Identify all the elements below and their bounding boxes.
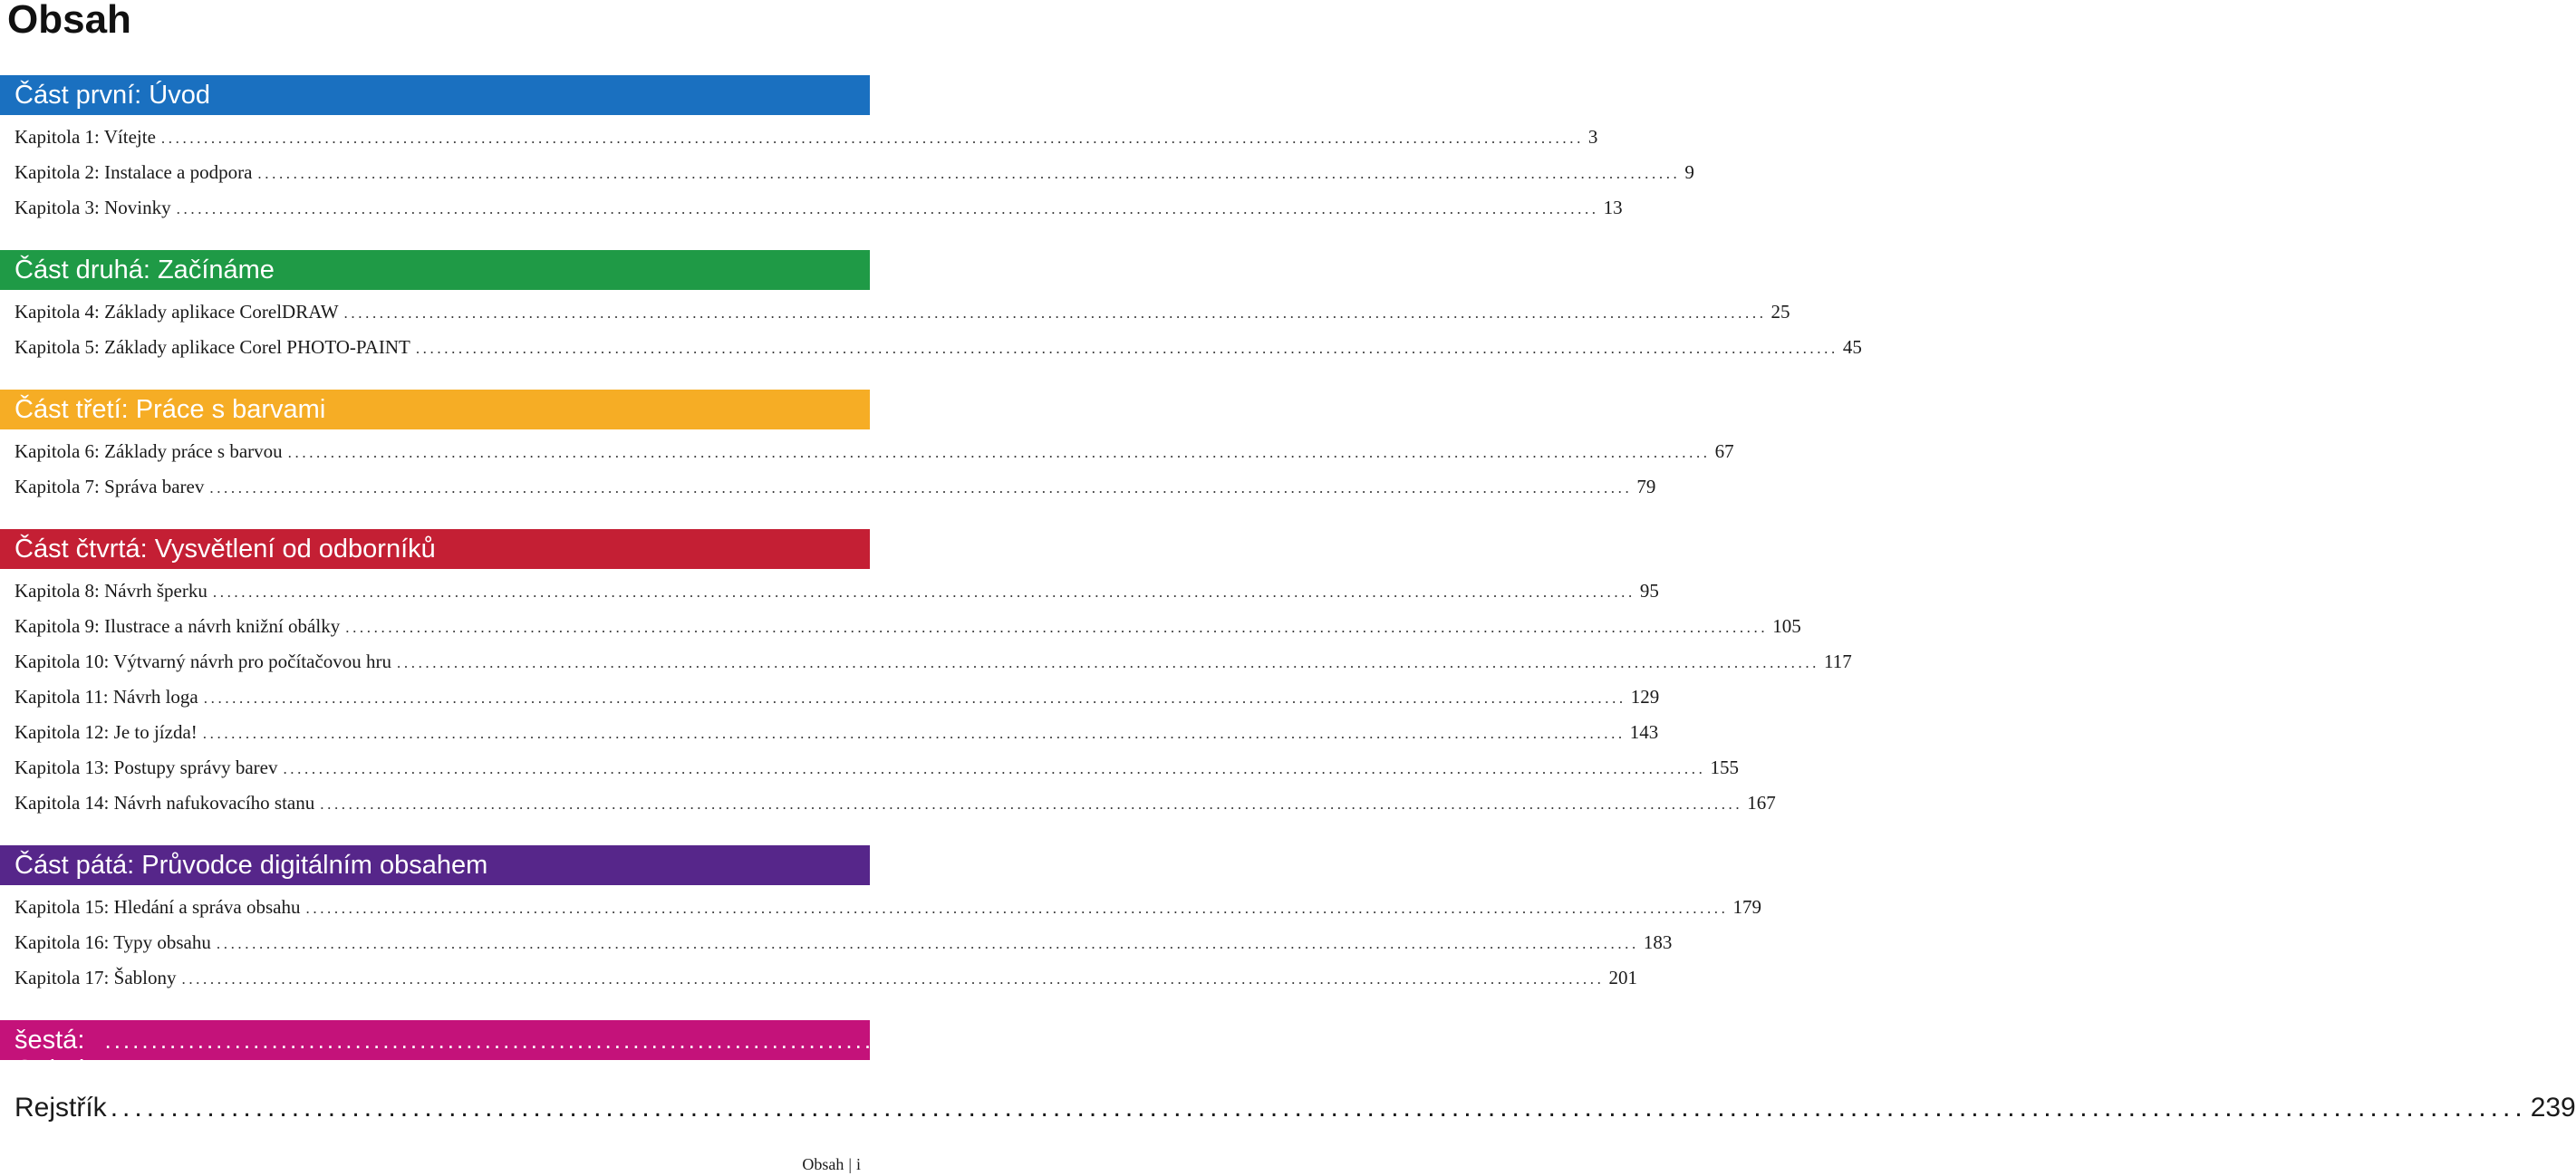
dot-leader: ........................................................................................................................................................................................................ [320,795,1743,813]
toc-entry-chapter-5[interactable] [14,334,1862,360]
part-title: Část šestá: Galerie [14,995,100,1084]
dot-leader: ........................................................................................................................................................................................................ [176,200,1599,217]
page-title: Obsah [7,0,131,42]
footer-section: Obsah [802,1155,844,1173]
chapter-label: Kapitola 5: Základy aplikace Corel PHOTO-PAINT [14,336,410,358]
toc-entry-index[interactable] [14,1089,2576,1127]
toc-entry-chapter-7[interactable] [14,474,1656,499]
toc-entry-chapter-3[interactable] [14,195,1623,220]
dot-leader: ........................................................................................................................................................................................................ [202,725,1626,742]
part-title: Část pátá: Průvodce digitálním obsahem [14,850,488,880]
chapter-label: Kapitola 9: Ilustrace a návrh knižní obálky [14,615,341,637]
toc-entry-chapter-1[interactable] [14,124,1598,149]
toc-entry-chapter-15[interactable] [14,894,1761,920]
dot-leader: ........................................................................................................................................................................................................ [160,130,1584,147]
chapter-label: Kapitola 4: Základy aplikace CorelDRAW [14,301,339,323]
chapter-label: Kapitola 11: Návrh loga [14,686,198,708]
chapter-label: Kapitola 13: Postupy správy barev [14,757,278,778]
dot-leader: ........................................................................................................................................................................................................ [203,689,1626,707]
page-number: 143 [1629,721,1659,743]
dot-leader: ........................................................................................................................................................................................................ [415,340,1838,357]
chapter-label: Kapitola 14: Návrh nafukovacího stanu [14,792,315,814]
toc-entry-chapter-13[interactable] [14,755,1739,780]
chapter-label: Kapitola 6: Základy práce s barvou [14,440,283,462]
chapter-label: Kapitola 8: Návrh šperku [14,580,207,602]
page-number: 95 [1639,580,1659,602]
footer-page-number: i [855,1155,861,1173]
page-number: 129 [1630,686,1660,708]
dot-leader: ........................................................................................................................................................................................................ [257,165,1681,182]
page-number: 9 [1684,161,1694,183]
dot-leader: ........................................................................................................................................................................................................ [283,760,1706,777]
chapter-label: Kapitola 7: Správa barev [14,476,205,497]
chapter-label: Kapitola 15: Hledání a správa obsahu [14,896,301,918]
page-number: 25 [1770,301,1790,323]
part-title: Část první: Úvod [14,80,210,110]
page-number: 183 [1643,931,1673,953]
toc-entry-chapter-4[interactable] [14,299,1790,324]
page-number: 45 [1842,336,1862,358]
dot-leader: ........................................................................................................................................................................................................ [343,304,1767,322]
chapter-label: Kapitola 1: Vítejte [14,126,156,148]
page-number: 239 [2530,1093,2576,1123]
page-number: 105 [1772,615,1801,637]
dot-leader: ........................................................................................................................................................................................................ [216,935,1639,952]
chapter-label: Kapitola 2: Instalace a podpora [14,161,253,183]
chapter-label: Kapitola 17: Šablony [14,967,177,988]
chapter-label: Kapitola 12: Je to jízda! [14,721,198,743]
page-number: 117 [1824,651,1852,672]
toc-entry-chapter-14[interactable] [14,790,1776,815]
part-title: Část čtvrtá: Vysvětlení od odborníků [14,534,436,564]
page-number: 201 [1608,967,1637,988]
part-heading-6[interactable] [0,995,2000,1084]
chapter-label: Kapitola 3: Novinky [14,197,171,218]
dot-leader: ........................................................................................................................................................................................................ [397,654,1820,671]
toc-entry-chapter-16[interactable] [14,930,1673,955]
page-number: 79 [1636,476,1656,497]
part-heading-3[interactable] [0,390,870,429]
dot-leader: ........................................................................................................................................................................................................ [345,619,1769,636]
toc-entry-chapter-6[interactable] [14,439,1734,464]
dot-leader: ........................................................................................................................................................................................................ [110,1093,2527,1123]
toc-entry-chapter-12[interactable] [14,719,1659,745]
footer-separator: | [848,1155,852,1173]
dot-leader: ........................................................................................................................................................................................................ [305,900,1729,917]
toc-entry-chapter-17[interactable] [14,965,1637,990]
toc-entry-chapter-10[interactable] [14,649,1852,674]
part-heading-4[interactable] [0,529,870,569]
toc-entry-chapter-11[interactable] [14,684,1660,709]
toc-entry-chapter-8[interactable] [14,578,1659,603]
part-heading-5[interactable] [0,845,870,885]
page-number: 67 [1714,440,1734,462]
page-number: 3 [1587,126,1598,148]
part-heading-1[interactable] [0,75,870,115]
page-number: 167 [1747,792,1776,814]
dot-leader: ........................................................................................................................................................................................................ [212,583,1635,601]
dot-leader: ........................................................................................................................................................................................................ [104,1026,1958,1054]
chapter-label: Kapitola 16: Typy obsahu [14,931,211,953]
part-title: Část druhá: Začínáme [14,255,275,284]
part-title: Část třetí: Práce s barvami [14,394,326,424]
dot-leader: ........................................................................................................................................................................................................ [287,444,1711,461]
page-number: 155 [1710,757,1739,778]
page-number: 13 [1603,197,1623,218]
toc-entry-chapter-9[interactable] [14,613,1801,639]
page-footer [802,1152,861,1176]
page-number: 179 [1732,896,1761,918]
page-number: 207 [1963,1027,2000,1052]
toc-entry-chapter-2[interactable] [14,159,1694,185]
dot-leader: ........................................................................................................................................................................................................ [181,970,1605,988]
part-heading-2[interactable] [0,250,870,290]
dot-leader: ........................................................................................................................................................................................................ [209,479,1633,496]
chapter-label: Kapitola 10: Výtvarný návrh pro počítačovou hru [14,651,392,672]
index-label: Rejstřík [14,1093,107,1123]
